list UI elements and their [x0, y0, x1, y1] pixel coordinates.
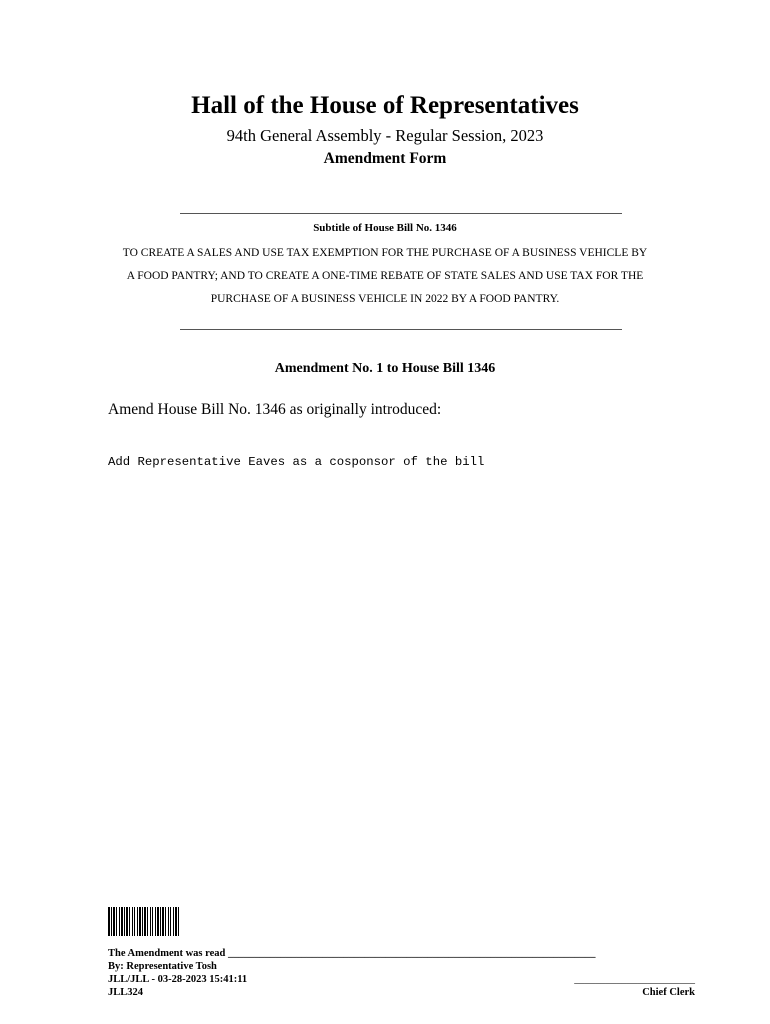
subtitle-line: A FOOD PANTRY; AND TO CREATE A ONE-TIME REBATE OF STATE SALES AND USE TAX FOR THE — [126, 270, 644, 282]
signature-line: _______________________ — [574, 974, 695, 985]
amendment-body: Add Representative Eaves as a cosponsor of the bill — [108, 455, 485, 469]
subtitle-heading: Subtitle of House Bill No. 1346 — [313, 222, 457, 234]
chief-clerk-label: Chief Clerk — [642, 987, 695, 998]
barcode-bar — [179, 907, 181, 936]
document-title: Hall of the House of Representatives — [191, 92, 579, 119]
subtitle-line: PURCHASE OF A BUSINESS VEHICLE IN 2022 BY A FOOD PANTRY. — [210, 293, 560, 305]
document-code: JLL324 — [108, 987, 144, 998]
sponsor-line: By: Representative Tosh — [108, 961, 217, 972]
form-name: Amendment Form — [323, 150, 447, 167]
barcode — [108, 907, 200, 936]
read-line: The Amendment was read ______________________________________________________________________ — [108, 948, 596, 959]
amendment-heading: Amendment No. 1 to House Bill 1346 — [274, 361, 496, 376]
session-line: 94th General Assembly - Regular Session, 2023 — [226, 126, 544, 145]
divider-bottom — [180, 329, 622, 330]
timestamp-line: JLL/JLL - 03-28-2023 15:41:11 — [108, 974, 248, 985]
subtitle-line: TO CREATE A SALES AND USE TAX EXEMPTION FOR THE PURCHASE OF A BUSINESS VEHICLE BY — [122, 247, 648, 259]
divider-top — [180, 213, 622, 214]
amendment-intro: Amend House Bill No. 1346 as originally introduced: — [108, 401, 442, 418]
